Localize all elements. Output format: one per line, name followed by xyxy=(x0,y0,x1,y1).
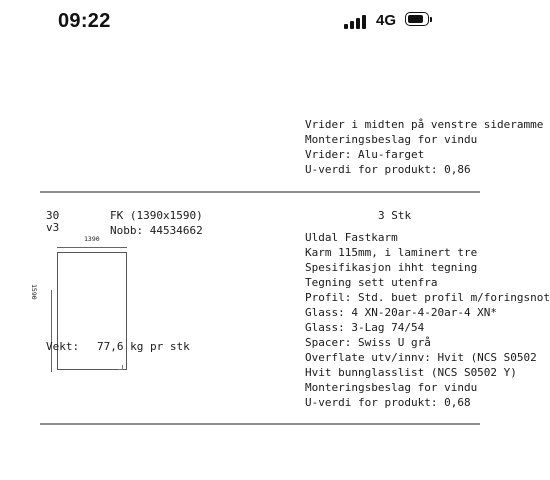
height-dimension-line xyxy=(51,290,52,372)
spec-line: Overflate utv/innv: Hvit (NCS S0502 xyxy=(305,351,537,364)
spec-line: Monteringsbeslag for vindu xyxy=(305,133,478,146)
spec-line: Spacer: Swiss U grå xyxy=(305,336,431,349)
clock: 09:22 xyxy=(58,10,111,32)
item-number: 30 xyxy=(46,209,60,222)
item-version: v3 xyxy=(46,221,60,234)
frame-corner-mark xyxy=(118,365,123,370)
spec-line: Vrider: Alu-farget xyxy=(305,148,425,161)
quantity: 3 Stk xyxy=(378,209,412,222)
section-divider xyxy=(40,423,480,425)
spec-line: U-verdi for produkt: 0,68 xyxy=(305,396,471,409)
spec-line: Glass: 4 XN-20ar-4-20ar-4 XN* xyxy=(305,306,498,319)
spec-line: Vrider i midten på venstre sideramme xyxy=(305,118,544,131)
spec-line: Karm 115mm, i laminert tre xyxy=(305,246,478,259)
spec-line: Spesifikasjon ihht tegning xyxy=(305,261,478,274)
spec-line: Monteringsbeslag for vindu xyxy=(305,381,478,394)
spec-line: Hvit bunnglasslist (NCS S0502 Y) xyxy=(305,366,517,379)
height-dimension-label: 1590 xyxy=(30,284,38,300)
signal-bars-icon xyxy=(344,13,370,29)
order-document xyxy=(0,44,550,480)
weight-label: Vekt: xyxy=(46,340,80,353)
status-bar xyxy=(0,0,480,44)
spec-line: Tegning sett utenfra xyxy=(305,276,438,289)
section-divider xyxy=(40,191,480,193)
spec-line: Glass: 3-Lag 74/54 xyxy=(305,321,425,334)
product-code: FK (1390x1590) xyxy=(110,209,203,222)
nobb-number: Nobb: 44534662 xyxy=(110,224,203,237)
width-dimension-label: 1390 xyxy=(84,235,100,243)
weight-value: 77,6 kg pr stk xyxy=(97,340,190,353)
battery-icon xyxy=(405,12,433,28)
width-dimension-line xyxy=(57,247,127,248)
spec-line: U-verdi for produkt: 0,86 xyxy=(305,163,471,176)
network-type: 4G xyxy=(376,12,397,29)
spec-line: Profil: Std. buet profil m/foringsnot xyxy=(305,291,550,304)
spec-line: Uldal Fastkarm xyxy=(305,231,398,244)
